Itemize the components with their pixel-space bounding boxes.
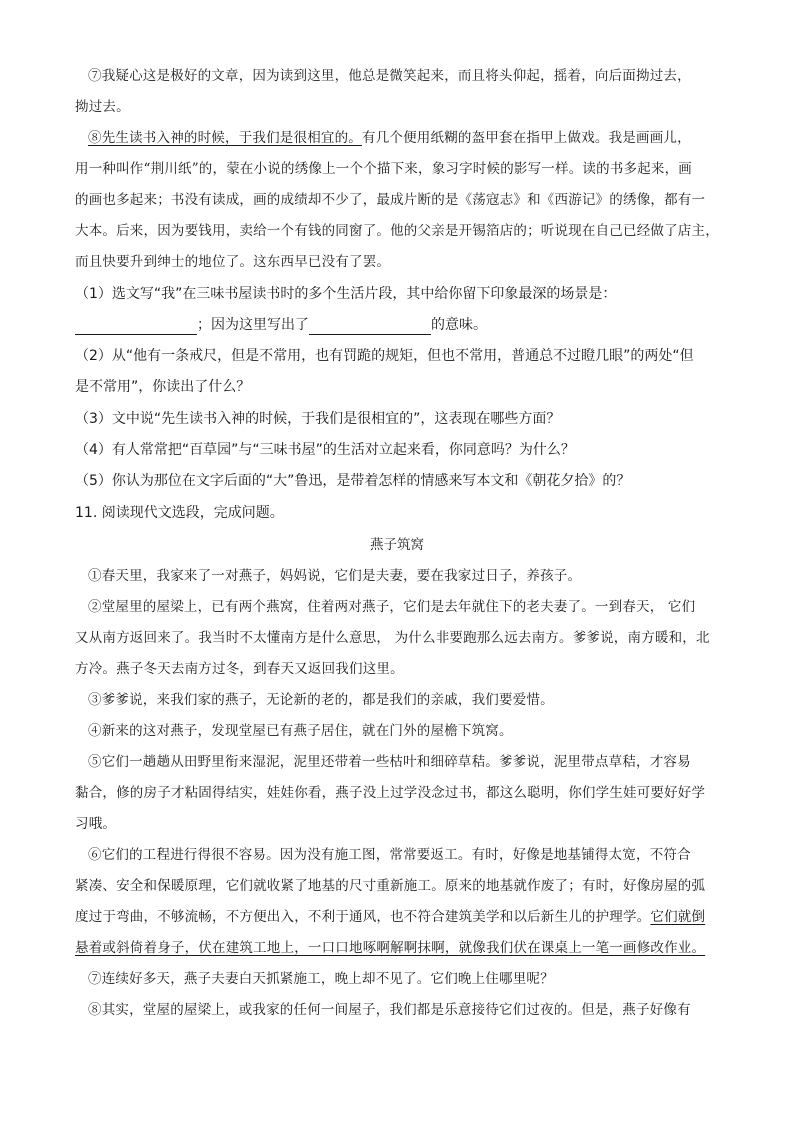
question-11-heading: 11. 阅读现代文选段，完成问题。 bbox=[75, 505, 284, 521]
question-1-line-1: （1）选文写“我”在三味书屋读书时的多个生活片段，其中给你留下印象最深的场景是： bbox=[75, 286, 617, 302]
passage2-paragraph-6-line-3 bbox=[75, 907, 705, 927]
passage2-paragraph-3: ③爹爹说，来我们家的燕子，无论新的老的，都是我们的亲戚，我们要爱惜。 bbox=[88, 692, 554, 708]
paragraph-8-line-4: 大本。后来，因为要钱用，卖给一个有钱的同窗了。他的父亲是开锡箔店的；听说现在自己已经做了店主， bbox=[75, 223, 719, 239]
passage2-paragraph-4: ④新来的这对燕子，发现堂屋已有燕子居住，就在门外的屋檐下筑窝。 bbox=[88, 723, 513, 739]
paragraph-8-line-3: 的画也多起来；书没有读成，画的成绩却不少了，最成片断的是《荡寇志》和《西游记》的绣像，都有一 bbox=[75, 192, 706, 208]
underlined-sentence-start: 它们就倒 bbox=[650, 909, 706, 925]
question-3: （3）文中说“先生读书入神的时候，于我们是很相宜的”，这表现在哪些方面？ bbox=[75, 411, 561, 427]
question-1-end: 的意味。 bbox=[431, 317, 487, 333]
underlined-sentence: ⑧先生读书入神的时候，于我们是很相宜的。 bbox=[88, 130, 362, 146]
passage2-paragraph-5-line-1: ⑤它们一趟趟从田野里衔来湿泥，泥里还带着一些枯叶和细碎草秸。爹爹说，泥里带点草秸，才容易 bbox=[88, 754, 691, 770]
question-4: （4）有人常常把“百草园”与“三味书屋”的生活对立起来看，你同意吗？为什么？ bbox=[75, 442, 575, 458]
passage2-paragraph-2-line-1: ②堂屋里的屋梁上，已有两个燕窝，住着两对燕子，它们是去年就住下的老夫妻了。一到春天， 它们 bbox=[88, 599, 696, 615]
answer-blank-1[interactable] bbox=[75, 318, 197, 335]
passage2-paragraph-8: ⑧其实，堂屋的屋梁上，或我家的任何一间屋子，我们都是乐意接待它们过夜的。但是，燕子好像有 bbox=[88, 1002, 691, 1018]
passage2-paragraph-2-line-2: 又从南方返回来了。我当时不太懂南方是什么意思， 为什么非要跑那么远去南方。爹爹说，南方暖和，北 bbox=[75, 630, 710, 646]
question-2-line-1: （2）从“他有一条戒尺，但是不常用，也有罚跪的规矩，但也不常用，普通总不过瞪几眼”的两处“但 bbox=[75, 348, 694, 364]
paragraph-8-line-1-rest: 有几个便用纸糊的盔甲套在指甲上做戏。我是画画儿， bbox=[362, 130, 691, 146]
passage2-paragraph-2-line-3: 方冷。燕子冬天去南方过冬，到春天又返回我们这里。 bbox=[75, 661, 404, 677]
paragraph-8-line-2: 用一种叫作“荆川纸”的，蒙在小说的绣像上一个个描下来，象习字时候的影写一样。读的书多起来，画 bbox=[75, 161, 693, 177]
paragraph-7-line-1: ⑦我疑心这是极好的文章，因为读到这里，他总是微笑起来，而且将头仰起，摇着，向后面拗过去， bbox=[88, 68, 691, 84]
passage2-paragraph-1: ①春天里，我家来了一对燕子，妈妈说，它们是夫妻，要在我家过日子，养孩子。 bbox=[88, 568, 582, 584]
passage2-paragraph-5-line-2: 黏合，修的房子才粘固得结实，娃娃你看，燕子没上过学没念过书，都这么聪明，你们学生娃可要好好学 bbox=[75, 785, 706, 801]
answer-blank-2[interactable] bbox=[309, 318, 431, 335]
passage2-paragraph-6-line-1: ⑥它们的工程进行得很不容易。因为没有施工图，常常要返工。有时，好像是地基铺得太宽，不符合 bbox=[88, 847, 691, 863]
paragraph-6-line-3-plain: 度过于弯曲，不够流畅，不方便出入，不利于通风，也不符合建筑美学和以后新生儿的护理学。 bbox=[75, 909, 651, 925]
passage2-paragraph-7: ⑦连续好多天，燕子夫妻白天抓紧施工，晚上却不见了。它们晚上住哪里呢？ bbox=[88, 971, 554, 987]
question-1-mid: ；因为这里写出了 bbox=[197, 317, 309, 333]
question-2-line-2: 是不常用”，你读出了什么？ bbox=[75, 379, 251, 395]
paragraph-8-line-5: 而且快要升到绅士的地位了。这东西早已没有了罢。 bbox=[75, 254, 391, 270]
question-5: （5）你认为那位在文字后面的“大”鲁迅，是带着怎样的情感来写本文和《朝花夕拾》的？ bbox=[75, 473, 631, 489]
paragraph-8-line-1 bbox=[88, 128, 691, 148]
passage2-paragraph-5-line-3: 习哦。 bbox=[75, 816, 117, 832]
passage-title: 燕子筑窝 bbox=[370, 537, 424, 553]
passage2-paragraph-6-line-2: 紧凑、安全和保暖原理，它们就收紧了地基的尺寸重新施工。原来的地基就作废了；有时，好像房屋的弧 bbox=[75, 878, 706, 894]
paragraph-7-line-2: 拗过去。 bbox=[75, 99, 130, 115]
passage2-paragraph-6-line-4: 悬着或斜倚着身子，伏在建筑工地上，一口口地啄啊解啊抹啊，就像我们伏在课桌上一笔一画修改作业。 bbox=[75, 940, 706, 956]
question-1-line-2 bbox=[75, 315, 487, 335]
